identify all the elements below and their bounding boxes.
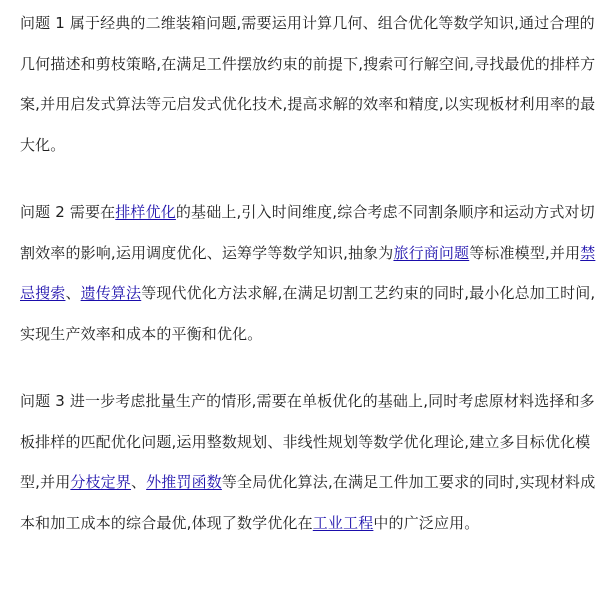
link-genetic-algorithm[interactable]: 遗传算法 bbox=[80, 284, 142, 302]
paragraph-text: 问题 3 进一步考虑批量生产的情形,需要在单板优化的基础上,同时考虑原材料选择和多板排样的匹配优化问题,运用整数规划、非线性规划等数学优化理论,建立多目标优化模型,并用 bbox=[20, 392, 595, 491]
paragraph-problem-1 bbox=[20, 3, 596, 165]
paragraph-text: 、 bbox=[130, 473, 147, 491]
link-branch-and-bound[interactable]: 分枝定界 bbox=[70, 473, 131, 491]
paragraph-problem-2 bbox=[20, 192, 596, 354]
paragraph-problem-3 bbox=[20, 381, 596, 543]
paragraph-text: 中的广泛应用。 bbox=[373, 513, 480, 532]
paragraph-text: 等标准模型,并用 bbox=[469, 243, 581, 262]
link-traveling-salesman-problem[interactable]: 旅行商问题 bbox=[393, 243, 470, 262]
paragraph-text: 、 bbox=[65, 284, 81, 302]
link-tabu-search[interactable]: 禁忌搜索 bbox=[20, 243, 596, 302]
link-industrial-engineering[interactable]: 工业工程 bbox=[312, 513, 374, 532]
link-nesting-optimization[interactable]: 排样优化 bbox=[115, 203, 176, 221]
paragraph-text: 等现代优化方法求解,在满足切割工艺约束的同时,最小化总加工时间,实现生产效率和成本的平衡和优化。 bbox=[20, 284, 596, 343]
paragraph-text: 问题 2 需要在 bbox=[20, 203, 116, 221]
paragraph-text: 等全局优化算法,在满足工件加工要求的同时,实现材料成本和加工成本的综合最优,体现了数学优化在 bbox=[20, 473, 596, 532]
paragraph-text: 的基础上,引入时间维度,综合考虑不同割条顺序和运动方式对切割效率的影响,运用调度优化、运筹学等数学知识,抽象为 bbox=[20, 203, 595, 262]
link-exterior-penalty-function[interactable]: 外推罚函数 bbox=[146, 473, 222, 491]
paragraph-text: 问题 1 属于经典的二维装箱问题,需要运用计算几何、组合优化等数学知识,通过合理的几何描述和剪枝策略,在满足工件摆放约束的前提下,搜索可行解空间,寻找最优的排样方案,并用启发式算法等元启发式优化技术,提高求解的效率和精度,以实现板材利用率的最大化。 bbox=[20, 14, 596, 154]
